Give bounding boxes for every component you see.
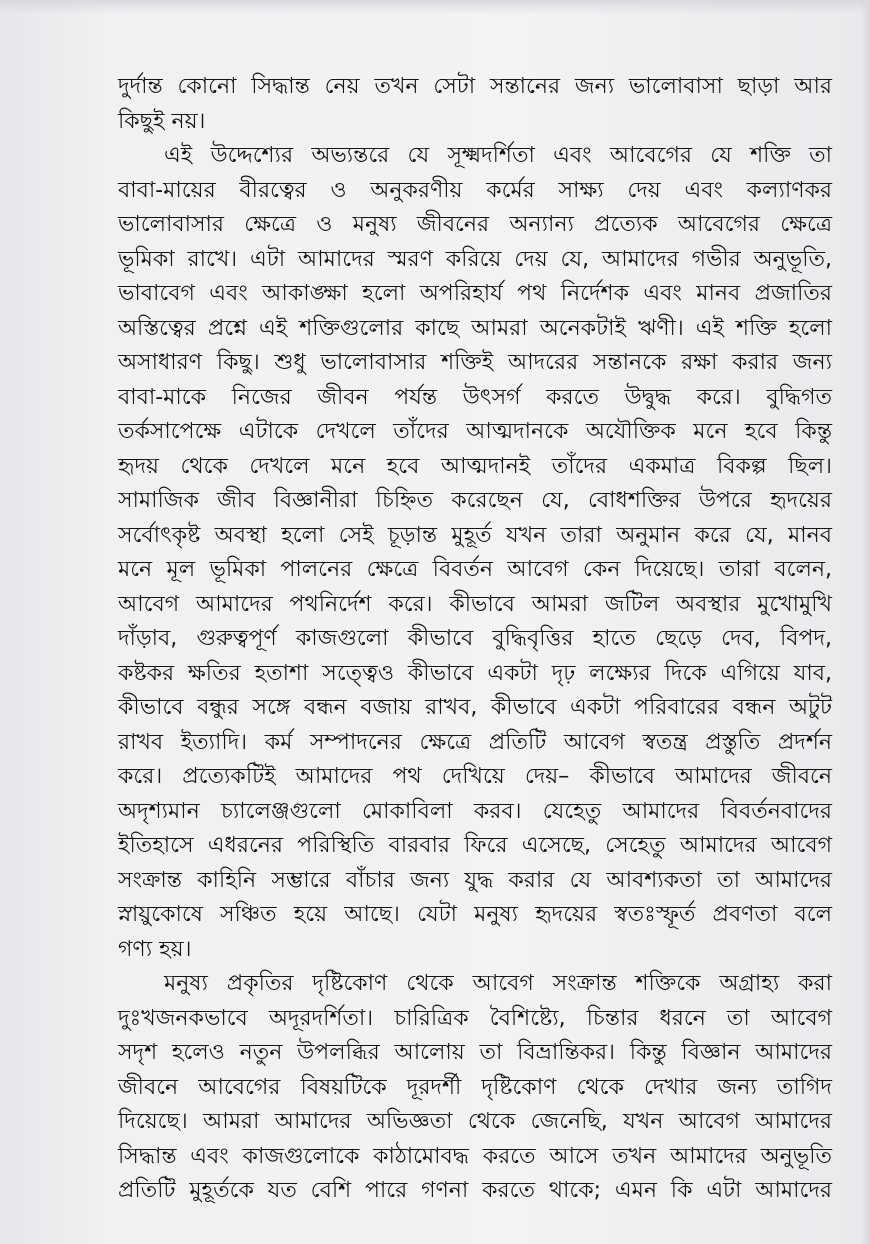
text-line: কীভাবে বন্ধুর সঙ্গে বন্ধন বজায় রাখব, কীভাবে একটা পরিবারের বন্ধন অটুট: [118, 695, 832, 720]
text-line: অসাধারণ কিছু। শুধু ভালোবাসার শক্তিই আদরের সন্তানকে রক্ষা করার জন্য: [118, 350, 832, 375]
text-line: ভালোবাসার ক্ষেত্রে ও মনুষ্য জীবনের অন্যান্য প্রত্যেক আবেগের ক্ষেত্রে: [118, 212, 832, 237]
text-line: দিয়েছে। আমরা আমাদের অভিজ্ঞতা থেকে জেনেছি, যখন আবেগ আমাদের: [118, 1109, 832, 1134]
text-line: তর্কসাপেক্ষে এটাকে দেখলে তাঁদের আত্মদানকে অযৌক্তিক মনে হবে কিন্তু: [118, 419, 832, 444]
text-line: কিছুই নয়।: [118, 108, 206, 134]
text-line: রাখব ইত্যাদি। কর্ম সম্পাদনের ক্ষেত্রে প্রতিটি আবেগ স্বতন্ত্র প্রস্তুতি প্রদর্শন: [118, 729, 832, 755]
text-line: হৃদয় থেকে দেখলে মনে হবে আত্মদানই তাঁদের একমাত্র বিকল্প ছিল।: [118, 453, 832, 479]
text-line: সর্বোৎকৃষ্ট অবস্থা হলো সেই চূড়ান্ত মুহূর্ত যখন তারা অনুমান করে যে, মানব: [118, 522, 832, 548]
text-line: দুর্দান্ত কোনো সিদ্ধান্ত নেয় তখন সেটা সন্তানের জন্য ভালোবাসা ছাড়া আর: [118, 74, 832, 99]
text-line: সংক্রান্ত কাহিনি সম্ভারে বাঁচার জন্য যুদ্ধ করার যে আবশ্যকতা তা আমাদের: [118, 867, 832, 893]
text-line: সিদ্ধান্ত এবং কাজগুলোকে কাঠামোবদ্ধ করতে আসে তখন আমাদের অনুভূতি: [118, 1143, 832, 1169]
text-line: দুঃখজনকভাবে অদূরদর্শিতা। চারিত্রিক বৈশিষ্ট্যে, চিন্তার ধরনে তা আবেগ: [118, 1005, 832, 1031]
text-line: আবেগ আমাদের পথনির্দেশ করে। কীভাবে আমরা জটিল অবস্থার মুখোমুখি: [118, 591, 832, 617]
text-line: গণ্য হয়।: [118, 936, 192, 962]
text-line: জীবনে আবেগের বিষয়টিকে দূরদর্শী দৃষ্টিকোণ থেকে দেখার জন্য তাগিদ: [118, 1074, 832, 1100]
text-line: বাবা-মায়ের বীরত্বের ও অনুকরণীয় কর্মের সাক্ষ্য দেয় এবং কল্যাণকর: [118, 177, 832, 203]
text-line: ইতিহাসে এধরনের পরিস্থিতি বারবার ফিরে এসেছে, সেহেতু আমাদের আবেগ: [118, 833, 832, 858]
text-line: অস্তিত্বের প্রশ্নে এই শক্তিগুলোর কাছে আমরা অনেকটাই ঋণী। এই শক্তি হলো: [118, 315, 832, 341]
text-line: দাঁড়াব, গুরুত্বপূর্ণ কাজগুলো কীভাবে বুদ্ধিবৃত্তির হাতে ছেড়ে দেব, বিপদ,: [118, 626, 832, 651]
page-right-shadow: [860, 0, 870, 1244]
page-top-shadow: [0, 0, 870, 14]
text-line: সদৃশ হলেও নতুন উপলব্ধির আলোয় তা বিভ্রান্তিকর। কিন্তু বিজ্ঞান আমাদের: [118, 1040, 832, 1065]
text-line: এই উদ্দেশ্যের অভ্যন্তরে যে সূক্ষ্মদর্শিতা এবং আবেগের যে শক্তি তা: [164, 143, 832, 168]
body-text: [118, 70, 832, 1209]
text-line: বাবা-মাকে নিজের জীবন পর্যন্ত উৎসর্গ করতে উদ্বুদ্ধ করে। বুদ্ধিগত: [118, 384, 832, 410]
text-line: প্রতিটি মুহূর্তকে যত বেশি পারে গণনা করতে থাকে; এমন কি এটা আমাদের: [118, 1178, 832, 1203]
text-line: মনুষ্য প্রকৃতির দৃষ্টিকোণ থেকে আবেগ সংক্রান্ত শক্তিকে অগ্রাহ্য করা: [164, 971, 832, 996]
text-line: অদৃশ্যমান চ্যালেঞ্জগুলো মোকাবিলা করব। যেহেতু আমাদের বিবর্তনবাদের: [118, 798, 832, 824]
text-line: ভূমিকা রাখে। এটা আমাদের স্মরণ করিয়ে দেয় যে, আমাদের গভীর অনুভূতি,: [118, 246, 832, 272]
text-line: মনে মূল ভূমিকা পালনের ক্ষেত্রে বিবর্তন আবেগ কেন দিয়েছে। তারা বলেন,: [118, 557, 832, 582]
text-line: সামাজিক জীব বিজ্ঞানীরা চিহ্নিত করেছেন যে, বোধশক্তির উপরে হৃদয়ের: [118, 488, 832, 513]
text-line: কষ্টকর ক্ষতির হতাশা সত্ত্বেও কীভাবে একটা দৃঢ় লক্ষ্যের দিকে এগিয়ে যাব,: [118, 660, 832, 686]
paragraph-1: [118, 70, 832, 139]
text-line: স্নায়ুকোষে সঞ্চিত হয়ে আছে। যেটা মনুষ্য হৃদয়ের স্বতঃস্ফূর্ত প্রবণতা বলে: [118, 902, 832, 927]
paragraph-3: [118, 967, 832, 1209]
text-line: করে। প্রত্যেকটিই আমাদের পথ দেখিয়ে দেয়– কীভাবে আমাদের জীবনে: [118, 764, 832, 789]
text-line: ভাবাবেগ এবং আকাঙ্ক্ষা হলো অপরিহার্য পথ নির্দেশক এবং মানব প্রজাতির: [118, 281, 832, 306]
paragraph-2: [118, 139, 832, 967]
